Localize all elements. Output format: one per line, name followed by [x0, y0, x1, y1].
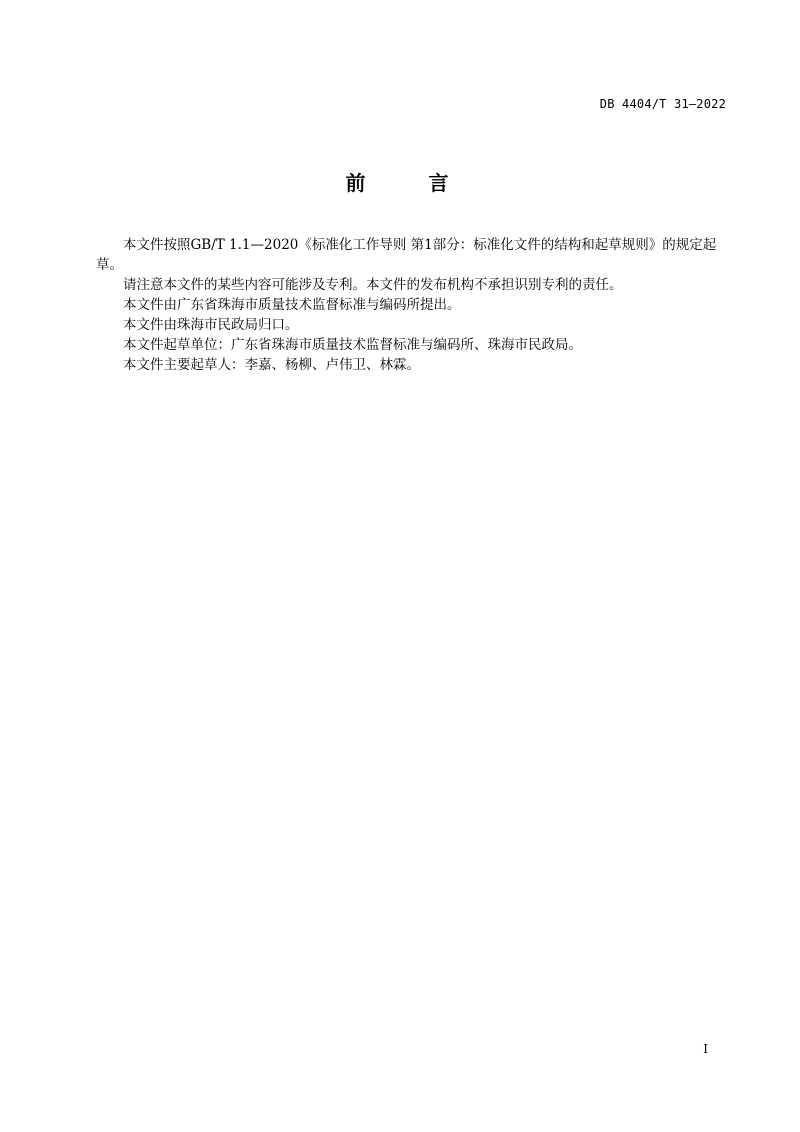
paragraph-drafting-rules: 本文件按照GB/T 1.1—2020《标准化工作导则 第1部分：标准化文件的结构和起草规则》的规定起草。 — [96, 237, 717, 273]
page-title: 前 言 — [345, 171, 477, 195]
paragraph-patent-notice: 请注意本文件的某些内容可能涉及专利。本文件的发布机构不承担识别专利的责任。 — [123, 277, 623, 293]
paragraph-proposer: 本文件由广东省珠海市质量技术监督标准与编码所提出。 — [123, 297, 461, 313]
paragraph-main-drafters: 本文件主要起草人：李嘉、杨柳、卢伟卫、林霖。 — [123, 357, 420, 373]
foreword-body — [96, 235, 726, 375]
document-code: DB 4404/T 31—2022 — [599, 97, 726, 111]
paragraph-responsible-unit: 本文件由珠海市民政局归口。 — [123, 317, 299, 333]
page-number: I — [703, 1042, 708, 1056]
paragraph-drafting-units: 本文件起草单位：广东省珠海市质量技术监督标准与编码所、珠海市民政局。 — [123, 337, 582, 353]
